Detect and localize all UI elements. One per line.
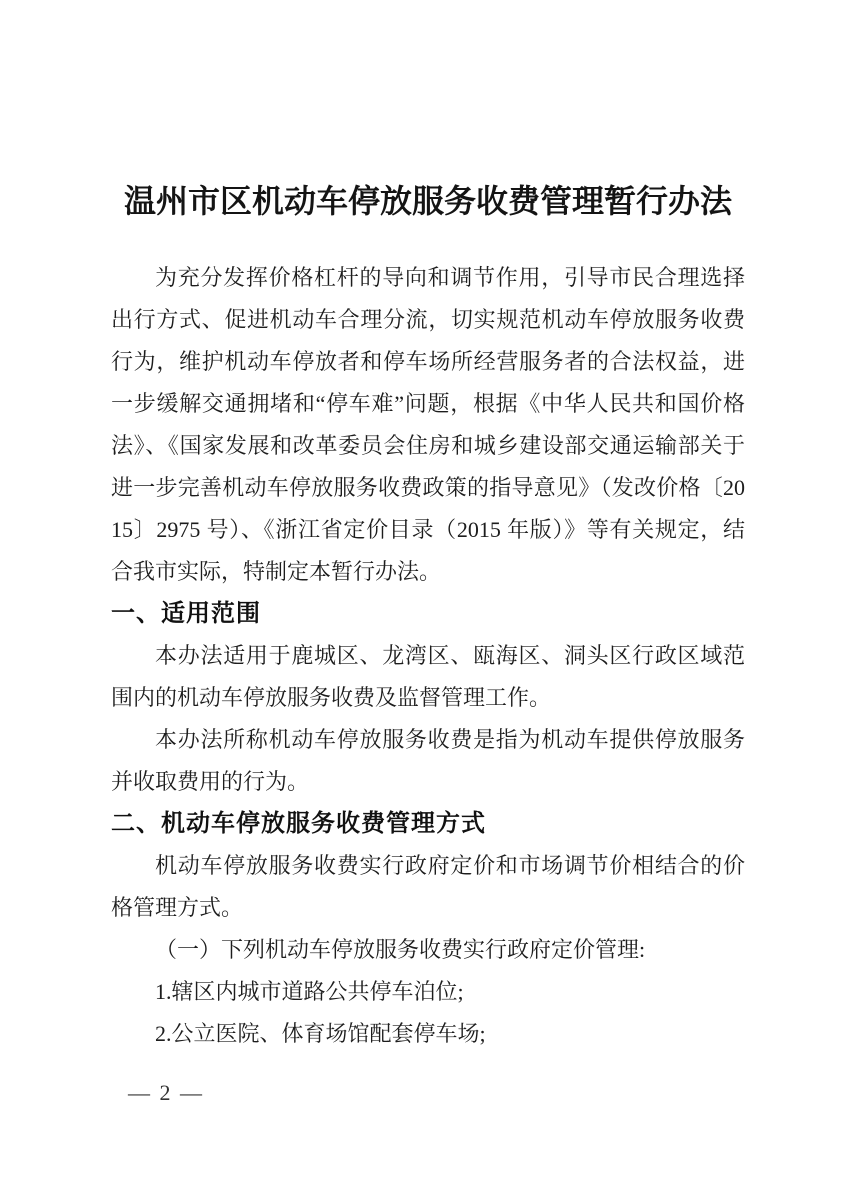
- section2-item-2: 2.公立医院、体育场馆配套停车场;: [155, 1021, 486, 1046]
- page-number: — 2 —: [128, 1080, 204, 1105]
- section1-paragraph-1: 本办法适用于鹿城区、龙湾区、瓯海区、洞头区行政区域范围内的机动车停放服务收费及监督管理工作。: [111, 643, 745, 710]
- section2-item-1: 1.辖区内城市道路公共停车泊位;: [155, 979, 464, 1004]
- section1-paragraph-2: 本办法所称机动车停放服务收费是指为机动车提供停放服务并收取费用的行为。: [111, 727, 745, 794]
- section2-paragraph-1: 机动车停放服务收费实行政府定价和市场调节价相结合的价格管理方式。: [111, 853, 745, 920]
- section1-heading: 一、适用范围: [111, 600, 261, 627]
- document-content: [111, 179, 745, 1055]
- section2-heading: 二、机动车停放服务收费管理方式: [111, 810, 486, 837]
- intro-paragraph: 为充分发挥价格杠杆的导向和调节作用，引导市民合理选择出行方式、促进机动车合理分流，切实规范机动车停放服务收费行为，维护机动车停放者和停车场所经营服务者的合法权益，进一步缓解交通拥堵和“停车难”问题，根据《中华人民共和国价格法》、《国家发展和改革委员会住房和城乡建设部交通运输部关于进一步完善机动车停放服务收费政策的指导意见》（发改价格〔2015〕2975 号）、《浙江省定价目录（2015 年版）》等有关规定，结合我市实际，特制定本暂行办法。: [111, 265, 745, 584]
- document-title: 温州市区机动车停放服务收费管理暂行办法: [123, 183, 732, 219]
- section2-item-intro: （一）下列机动车停放服务收费实行政府定价管理:: [155, 937, 646, 962]
